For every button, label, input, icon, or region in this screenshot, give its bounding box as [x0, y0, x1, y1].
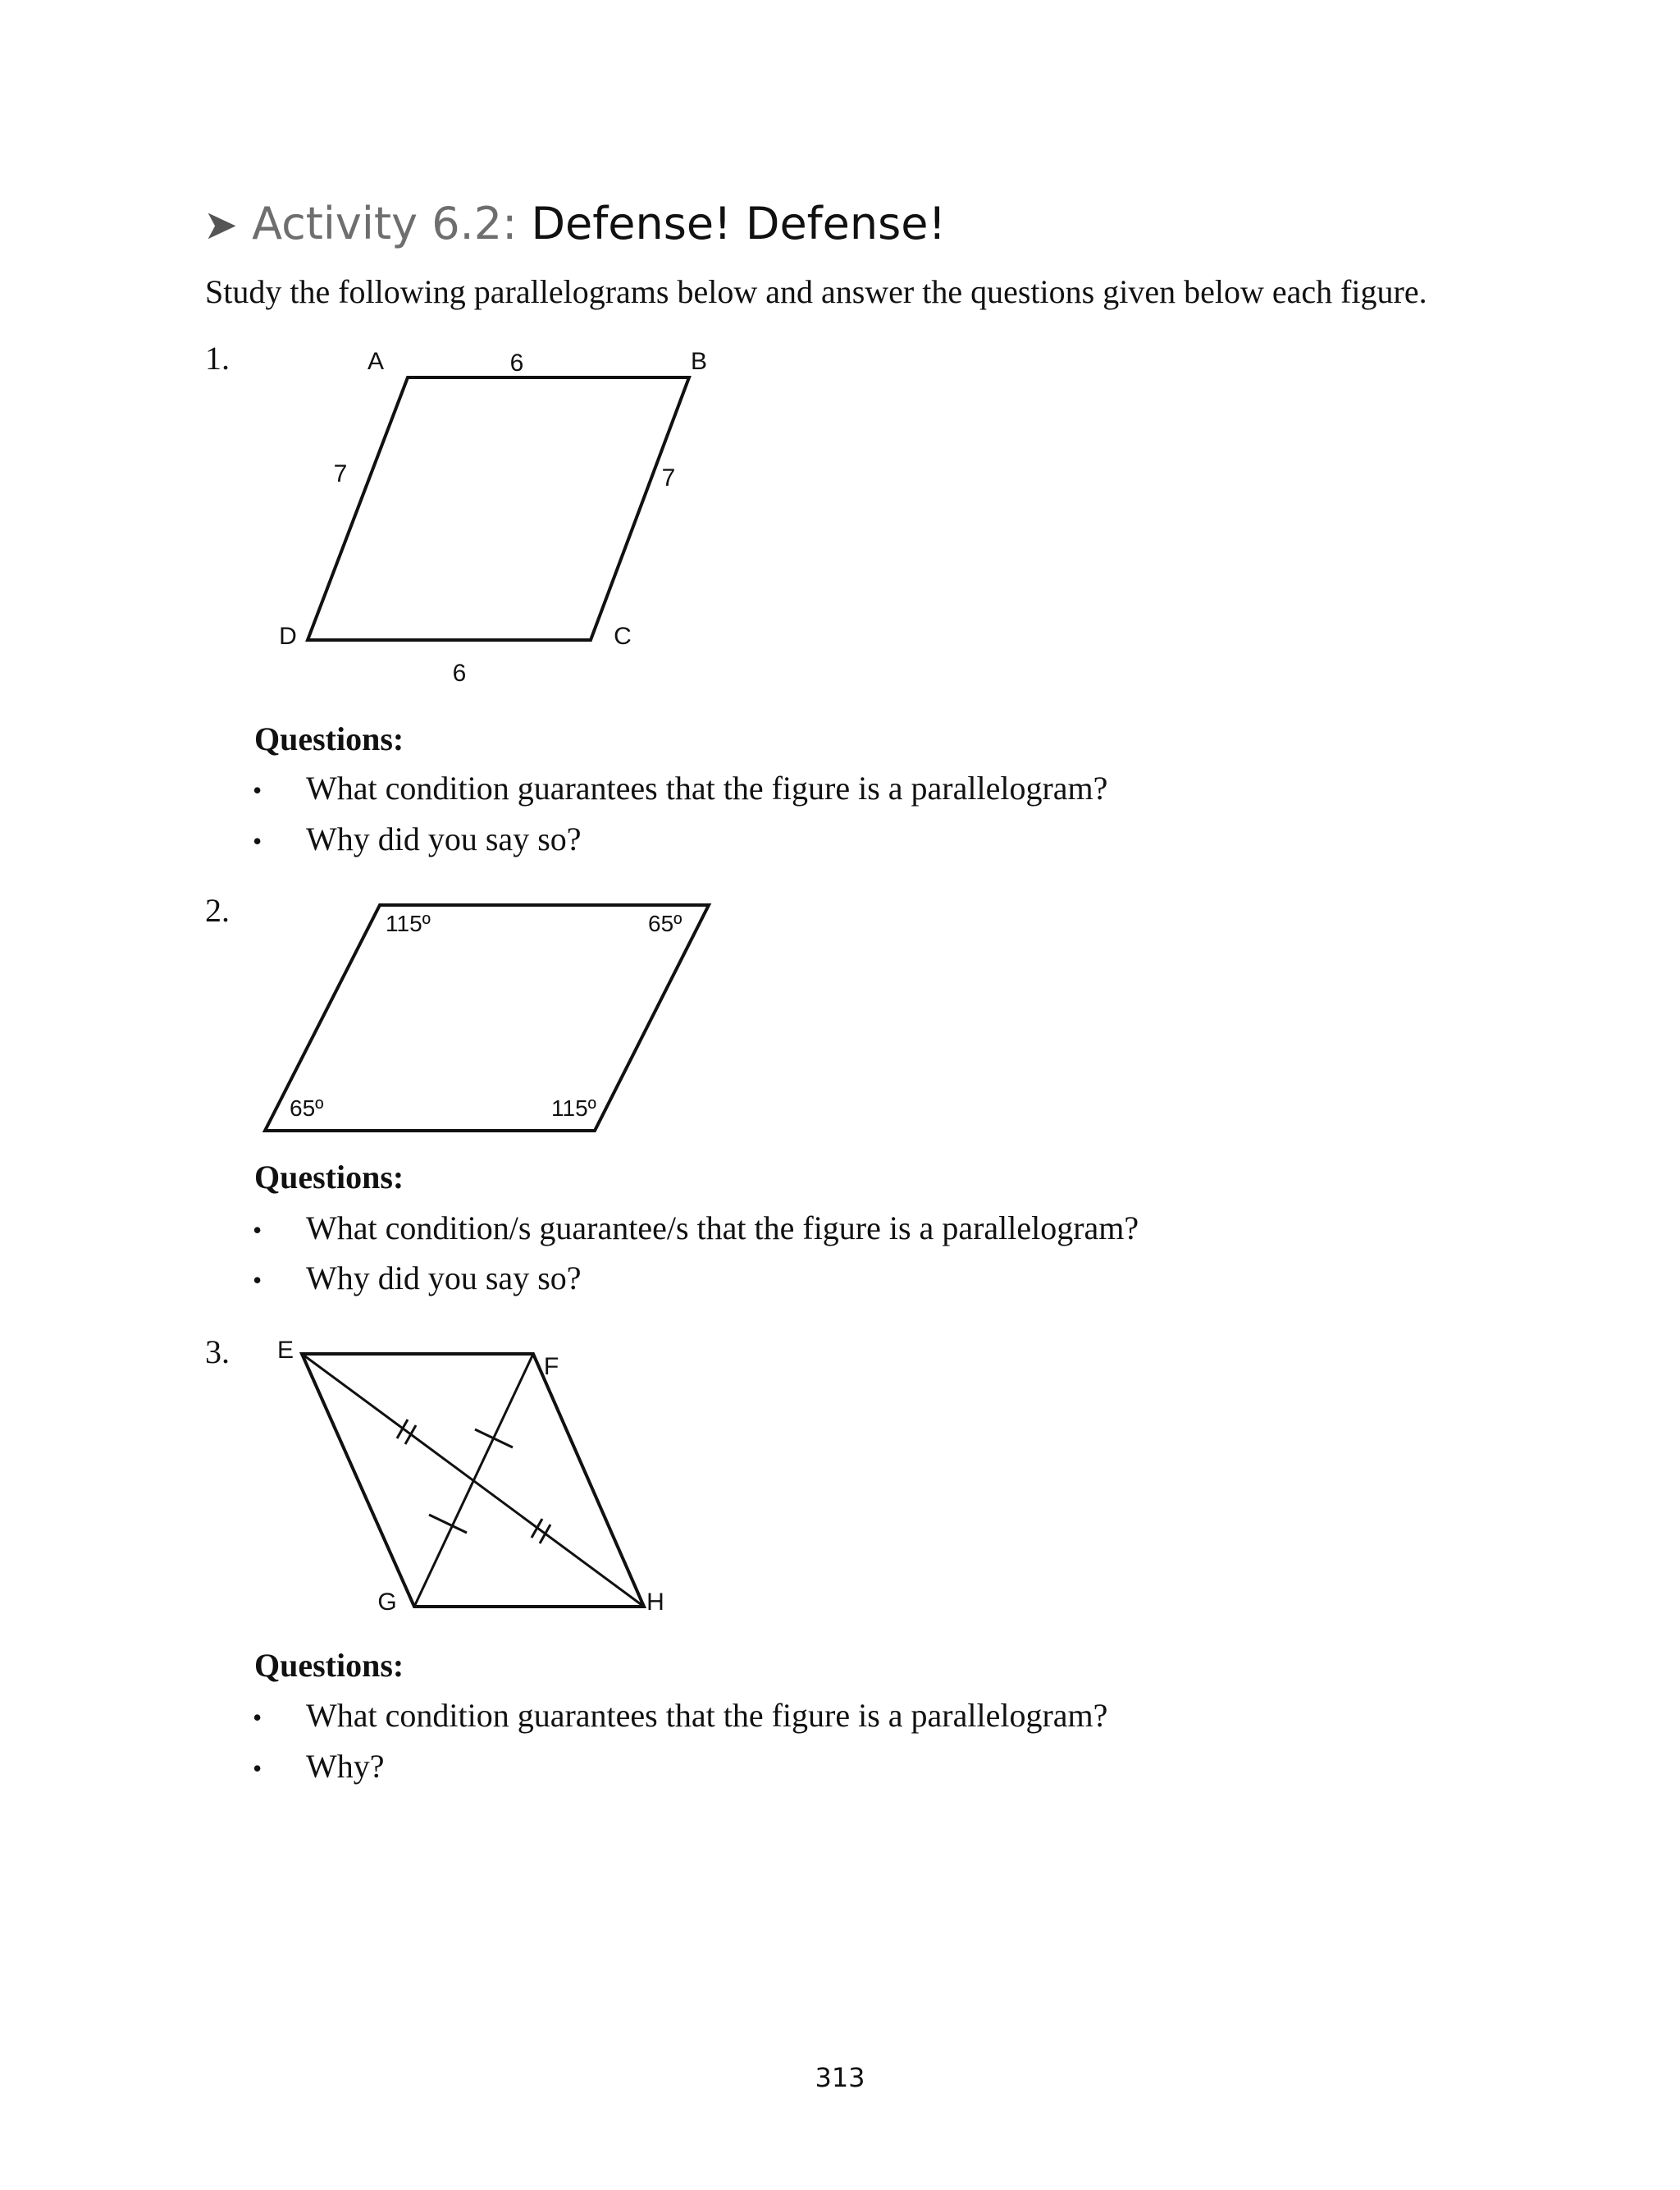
question-text: What condition guarantees that the figure is a parallelogram?: [306, 1697, 1108, 1734]
bullet-icon: •: [253, 1215, 262, 1245]
tick-mark: [405, 1425, 416, 1444]
angle-label: 65º: [648, 911, 682, 936]
question-text: Why did you say so?: [306, 821, 582, 857]
question-text: Why did you say so?: [306, 1260, 582, 1296]
bullet-icon: •: [253, 826, 262, 856]
bullet-icon: •: [253, 1753, 262, 1783]
question-text: Why?: [306, 1748, 385, 1785]
tick-mark: [429, 1515, 467, 1533]
arrow-icon: ➤: [203, 201, 238, 249]
vertex-label: C: [614, 623, 632, 650]
vertex-label: F: [543, 1353, 559, 1380]
tick-mark: [532, 1519, 542, 1538]
vertex-label: A: [367, 348, 385, 375]
bullet-icon: •: [253, 1265, 262, 1295]
side-length-label: 6: [509, 350, 524, 377]
tick-mark: [397, 1420, 408, 1438]
side-length-label: 7: [661, 464, 676, 491]
bullet-icon: •: [253, 775, 262, 805]
activity-number: Activity 6.2:: [252, 198, 518, 249]
item-number: 1.: [205, 340, 230, 377]
tick-mark: [475, 1429, 513, 1447]
vertex-label: B: [690, 348, 708, 375]
questions-heading: Questions:: [254, 1647, 404, 1684]
vertex-label: E: [276, 1337, 294, 1364]
activity-name: Defense! Defense!: [531, 198, 947, 249]
tick-mark: [540, 1525, 550, 1543]
questions-heading: Questions:: [254, 1159, 404, 1196]
question-text: What condition guarantees that the figure is a parallelogram?: [306, 770, 1108, 807]
item-number: 2.: [205, 892, 230, 929]
questions-heading: Questions:: [254, 720, 404, 757]
bullet-icon: •: [253, 1703, 262, 1732]
vertex-label: G: [377, 1589, 397, 1616]
page-number: 313: [815, 2062, 865, 2093]
side-length-label: 6: [452, 660, 467, 687]
side-length-label: 7: [333, 460, 348, 487]
angle-label: 115º: [551, 1095, 596, 1121]
angle-label: 65º: [290, 1095, 324, 1121]
angle-label: 115º: [386, 911, 431, 936]
vertex-label: D: [279, 623, 297, 650]
question-text: What condition/s guarantee/s that the figure is a parallelogram?: [306, 1209, 1139, 1246]
instructions: Study the following parallelograms below and answer the questions given below each figure.: [205, 273, 1427, 310]
vertex-label: H: [646, 1589, 664, 1616]
item-number: 3.: [205, 1333, 230, 1370]
